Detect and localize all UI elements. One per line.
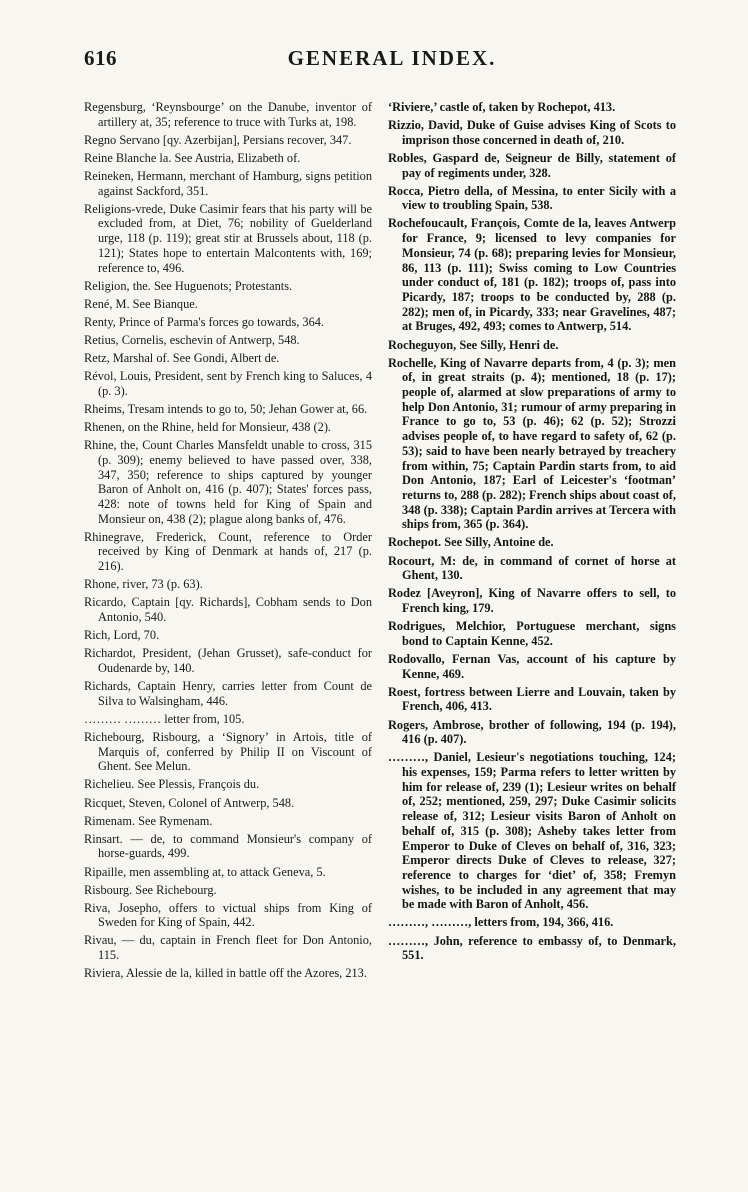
index-entry: Rocca, Pietro della, of Messina, to enter Sicily with a view to troubling Spain, 538. <box>388 183 676 213</box>
index-entry: ‘Riviere,’ castle of, taken by Rochepot, 413. <box>388 100 616 114</box>
index-entry: Rodez [Aveyron], King of Navarre offers to sell, to French king, 179. <box>388 586 676 616</box>
index-entry: Regno Servano [qy. Azerbijan], Persians recover, 347. <box>84 132 352 147</box>
index-entry: Regensburg, ‘Reynsbourge’ on the Danube, inventor of artillery at, 35; reference to truce with Turks at, 198. <box>84 100 372 129</box>
index-entry: Rochefoucault, François, Comte de la, leaves Antwerp for France, 9; licensed to levy companies for Monsieur, 74 (p. 68); preparing levies for Monsieur, 86, 113 (p. 111); Swiss coming to Low Countries under conduct of, 181 (p. 182); troops of, pass into Picardy, 187; troops to be conducted by, 288 (p. 282); men of, in Picardy, 333; near Gravelines, 487; at Bruges, 492, 493; comes to Antwerp, 514. <box>388 216 676 334</box>
index-entry: Riva, Josepho, offers to victual ships from King of Sweden for King of Spain, 442. <box>84 900 372 930</box>
index-entry: Rocheguyon, See Silly, Henri de. <box>388 337 559 352</box>
index-entry: Rodovallo, Fernan Vas, account of his capture by Kenne, 469. <box>388 651 676 681</box>
index-column-right <box>388 100 676 966</box>
index-entry: Rivau, — du, captain in French fleet for Don Antonio, 115. <box>84 933 372 963</box>
index-entry: Rinsart. — de, to command Monsieur's company of horse-guards, 499. <box>84 831 372 861</box>
index-entry: Révol, Louis, President, sent by French king to Saluces, 4 (p. 3). <box>84 369 372 398</box>
index-entry: Retius, Cornelis, eschevin of Antwerp, 548. <box>84 332 300 347</box>
index-entry: Rodrigues, Melchior, Portuguese merchant, signs bond to Captain Kenne, 452. <box>388 619 676 648</box>
index-entry: Robles, Gaspard de, Seigneur de Billy, statement of pay of regiments under, 328. <box>388 150 676 180</box>
index-entry: Reine Blanche la. See Austria, Elizabeth of. <box>84 150 301 165</box>
index-entry: Rheims, Tresam intends to go to, 50; Jehan Gower at, 66. <box>84 401 368 416</box>
index-column-left <box>84 100 372 984</box>
index-entry: Reineken, Hermann, merchant of Hamburg, signs petition against Sackford, 351. <box>84 168 372 198</box>
index-entry: Riviera, Alessie de la, killed in battle off the Azores, 213. <box>84 966 367 981</box>
index-entry: Rimenam. See Rymenam. <box>84 813 213 828</box>
index-entry: Rochepot. See Silly, Antoine de. <box>388 535 554 550</box>
index-entry: Richelieu. See Plessis, François du. <box>84 777 260 792</box>
index-entry: Roest, fortress between Lierre and Louvain, taken by French, 406, 413. <box>388 684 676 714</box>
page-number: 616 <box>84 46 117 70</box>
index-entry: Ricardo, Captain [qy. Richards], Cobham sends to Don Antonio, 540. <box>84 595 372 625</box>
index-entry: Ricquet, Steven, Colonel of Antwerp, 548. <box>84 795 295 810</box>
index-entry: Richebourg, Risbourg, a ‘Signory’ in Artois, title of Marquis of, conferred by Philip II on Viscount of Ghent. See Melun. <box>84 729 372 774</box>
index-entry: Risbourg. See Richebourg. <box>84 882 217 897</box>
index-entry: Rich, Lord, 70. <box>84 628 160 643</box>
index-entry: Rhinegrave, Frederick, Count, reference to Order received by King of Denmark at hands of, 217 (p. 216). <box>84 529 372 574</box>
index-entry: Rochelle, King of Navarre departs from, 4 (p. 3); men of, in great straits (p. 4); mentioned, 18 (p. 17); people of, alarmed at slow preparations of army to help Don Antonio, 31; rumour of army preparing in France to go to, 53 (p. 46); 62 (p. 52); Strozzi advises people of, to have regard to safety of, 62 (p. 53); said to have been nearly betrayed by treachery from within, 75; Captain Pardin starts from, to aid Don Antonio, 187; Earl of Leicester's ‘footman’ returns to, 288 (p. 282); French ships about coast of, 348 (p. 338); Captain Pardin arrives at Tercera with ships from, 365 (p. 364). <box>388 355 676 532</box>
index-entry: Religion, the. See Huguenots; Protestants. <box>84 278 293 293</box>
index-entry: René, M. See Bianque. <box>84 296 198 311</box>
index-entry: Religions-vrede, Duke Casimir fears that his party will be excluded from, at Diet, 76; nobility of Guelderland urge, 118 (p. 119); great stir at Brussels about, 118 (p. 121); States hope to entertain Malcontents with, 169; reference to, 496. <box>84 201 372 275</box>
index-entry: Rizzio, David, Duke of Guise advises King of Scots to imprison those concerned in death of, 210. <box>388 118 676 147</box>
page-header <box>84 46 670 76</box>
index-entry: Rhenen, on the Rhine, held for Monsieur, 438 (2). <box>84 420 332 435</box>
index-entry: Retz, Marshal of. See Gondi, Albert de. <box>84 351 280 366</box>
index-entry: ………, John, reference to embassy of, to Denmark, 551. <box>388 933 676 963</box>
index-entry: Rhone, river, 73 (p. 63). <box>84 577 203 592</box>
index-entry: ……… ……… letter from, 105. <box>84 711 245 726</box>
index-entry: Rogers, Ambrose, brother of following, 194 (p. 194), 416 (p. 407). <box>388 717 676 747</box>
index-entry: Richards, Captain Henry, carries letter from Count de Silva to Walsingham, 446. <box>84 679 372 708</box>
index-entry: ………, Daniel, Lesieur's negotiations touching, 124; his expenses, 159; Parma refers to letter written by him for release of, 239 (1); Lesieur writes on behalf of, 252; mentioned, 259, 297; Duke Casimir solicits release of, 312; Lesieur visits Baron of Anholt on behalf of, 315 (p. 308); Asheby takes letter from Emperor to Duke of Cleves on behalf of, 316, 323; Emperor directs Duke of Cleves to release, 327; reference to charges for ‘diet’ of, 358; Fremyn wishes, to be included in any agreement that may be made with Baron of Anholt, 456. <box>388 750 676 912</box>
index-entry: ………, ………, letters from, 194, 366, 416. <box>388 915 614 930</box>
page-title: GENERAL INDEX. <box>287 46 497 70</box>
index-entry: Renty, Prince of Parma's forces go towards, 364. <box>84 314 325 329</box>
index-entry: Rocourt, M: de, in command of cornet of horse at Ghent, 130. <box>388 553 676 583</box>
index-entry: Rhine, the, Count Charles Mansfeldt unable to cross, 315 (p. 309); enemy believed to have passed over, 338, 347, 350; reference to ships captured by younger Baron of Anholt on, 416 (p. 407); States' forces pass, 428: note of towns held for King of Spain and Monsieur on, 438 (2); plague along banks of, 476. <box>84 438 372 526</box>
index-entry: Richardot, President, (Jehan Grusset), safe-conduct for Oudenarde by, 140. <box>84 646 372 675</box>
index-entry: Ripaille, men assembling at, to attack Geneva, 5. <box>84 864 326 879</box>
